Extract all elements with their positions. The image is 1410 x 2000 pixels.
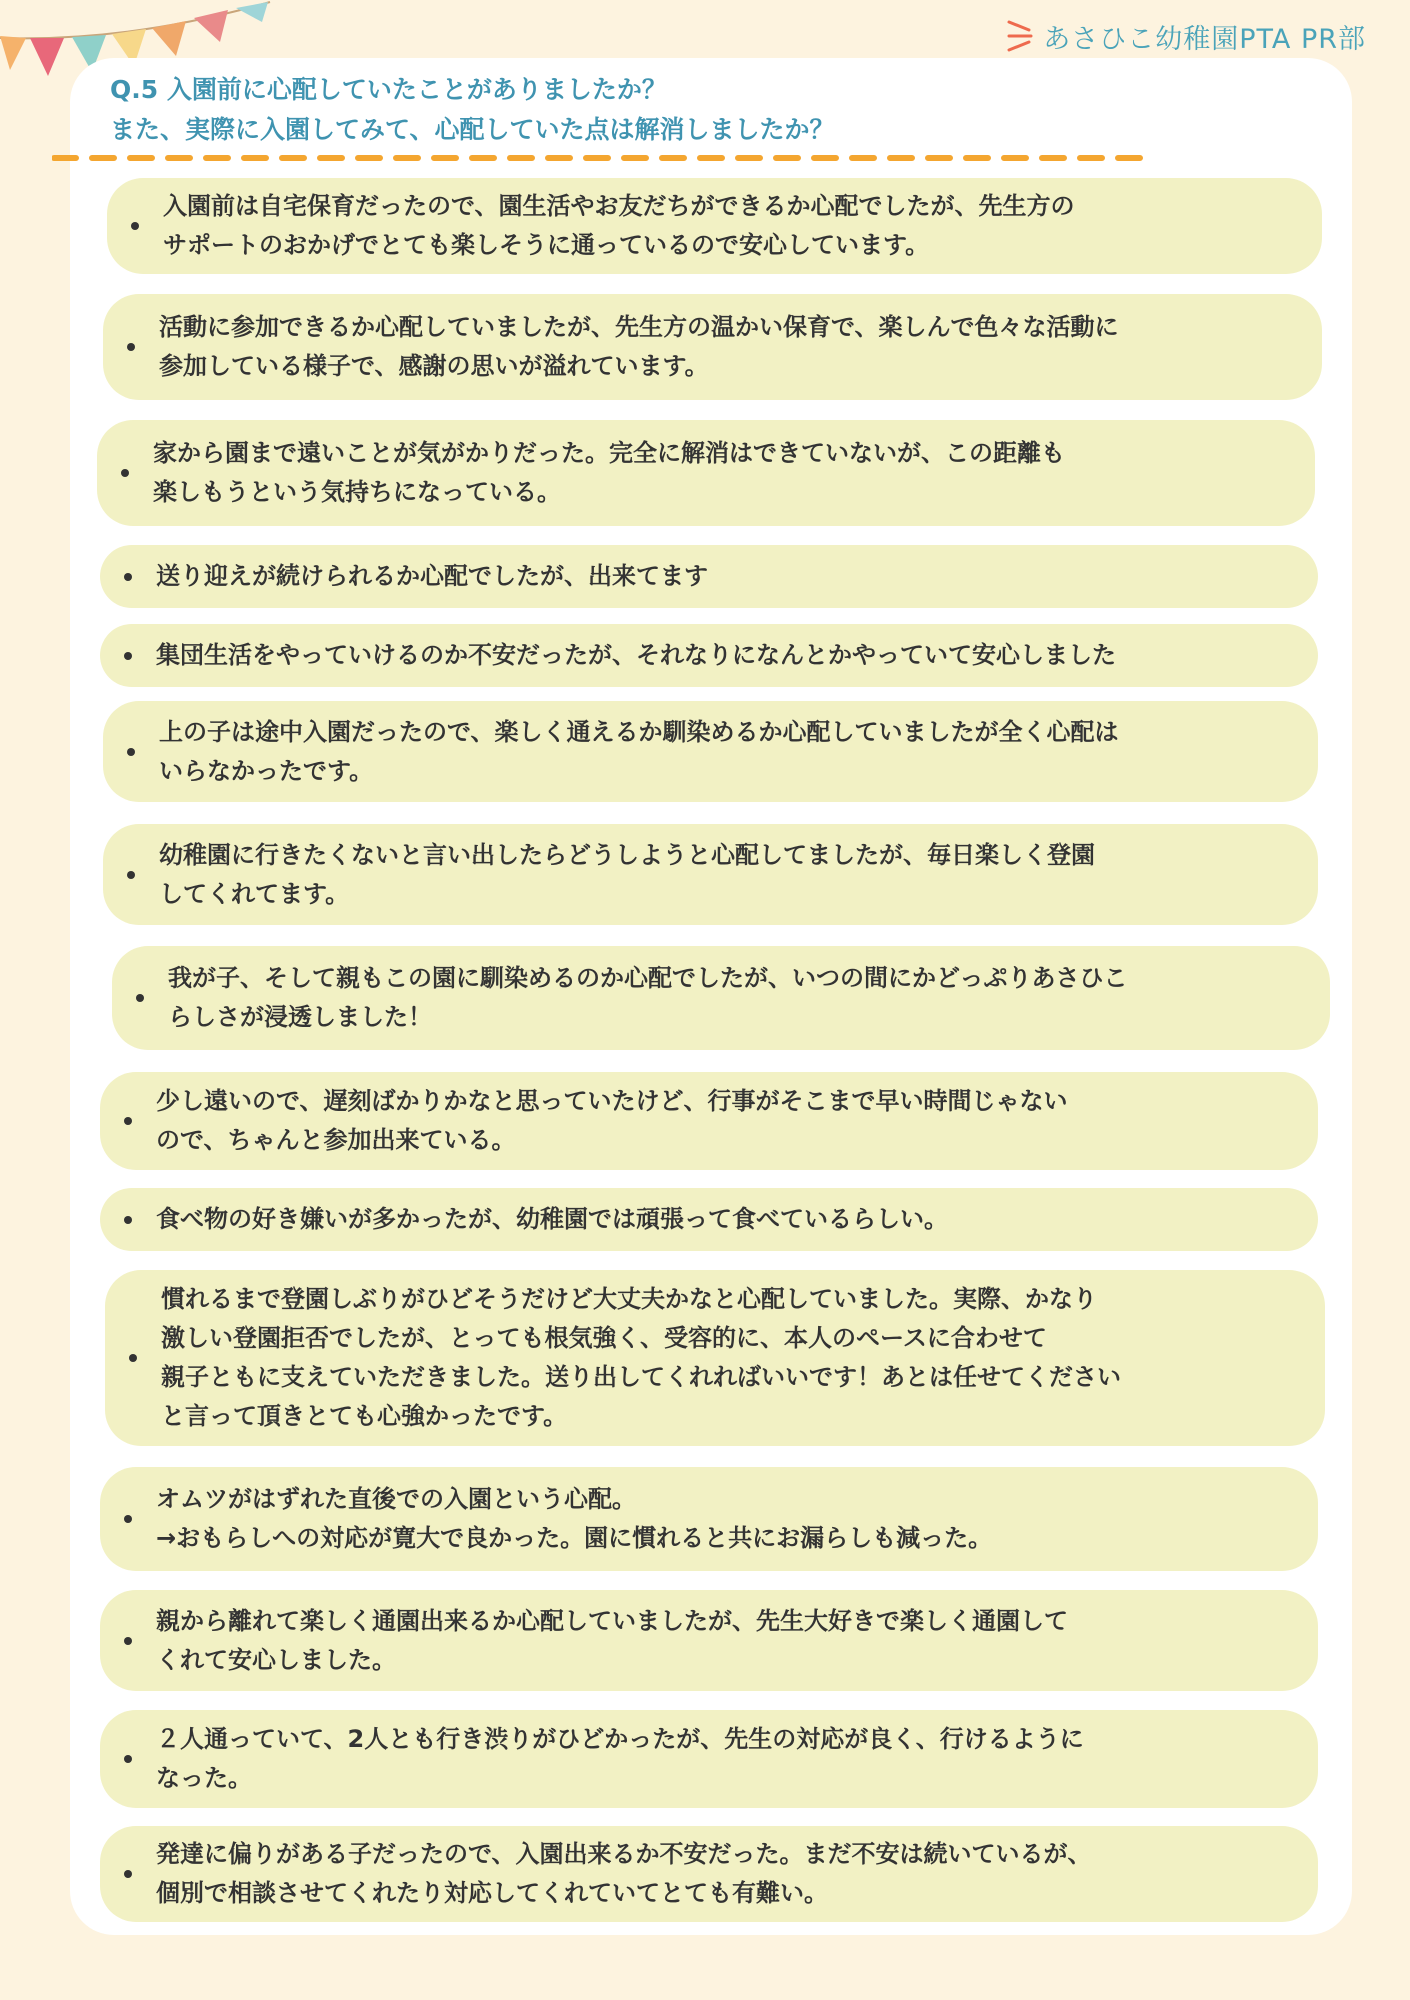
answer-item xyxy=(105,1270,1325,1446)
bullet-icon xyxy=(121,469,129,477)
answer-text: 集団生活をやっていけるのか不安だったが、それなりになんとかやっていて安心しました xyxy=(156,641,1116,669)
answer-text: 食べ物の好き嫌いが多かったが、幼稚園では頑張って食べているらしい。 xyxy=(156,1205,948,1233)
answer-text: 上の子は途中入園だったので、楽しく通えるか馴染めるか心配していましたが全く心配は いらなかったです。 xyxy=(159,717,1119,785)
answer-item xyxy=(103,294,1322,400)
answer-item xyxy=(97,420,1315,526)
answer-item xyxy=(100,1710,1318,1808)
bullet-icon xyxy=(127,343,135,351)
answer-item xyxy=(100,1188,1318,1251)
answer-text: 我が子、そして親もこの園に馴染めるのか心配でしたが、いつの間にかどっぷりあさひこ らしさが浸透しました！ xyxy=(168,964,1128,1031)
answer-item xyxy=(103,824,1318,925)
answer-text: 幼稚園に行きたくないと言い出したらどうしようと心配してましたが、毎日楽しく登園 してくれてます。 xyxy=(159,840,1095,908)
logo-text: あさひこ幼稚園PTA PR部 xyxy=(1043,23,1366,55)
answer-item xyxy=(100,624,1318,687)
answer-text: 家から園まで遠いことが気がかりだった。完全に解消はできていないが、この距離も 楽しもうという気持ちになっている。 xyxy=(153,439,1065,506)
question-line-1: Q.5 入園前に心配していたことがありましたか？ xyxy=(110,75,667,104)
answer-text: 少し遠いので、遅刻ばかりかなと思っていたけど、行事がそこまで早い時間じゃない ので、ちゃんと参加出来ている。 xyxy=(156,1087,1068,1154)
answer-item xyxy=(100,1826,1318,1922)
answer-text: 送り迎えが続けられるか心配でしたが、出来てます xyxy=(156,562,708,590)
bullet-icon xyxy=(124,573,132,581)
bullet-icon xyxy=(127,748,135,756)
bullet-icon xyxy=(124,1755,132,1763)
answer-item xyxy=(100,1590,1318,1691)
answer-item xyxy=(112,946,1330,1050)
bullet-icon xyxy=(124,1117,132,1125)
answer-item xyxy=(103,701,1318,802)
bullet-icon xyxy=(131,222,139,230)
bullet-icon xyxy=(124,1216,132,1224)
bullet-icon xyxy=(129,1354,137,1362)
answer-item xyxy=(107,178,1322,274)
answer-text: 入園前は自宅保育だったので、園生活やお友だちができるか心配でしたが、先生方の サポートのおかげでとても楽しそうに通っているので安心しています。 xyxy=(163,192,1075,259)
answer-text: オムツがはずれた直後での入園という心配。 →おもらしへの対応が寛大で良かった。園に慣れると共にお漏らしも減った。 xyxy=(156,1485,993,1552)
answer-text: 活動に参加できるか心配していましたが、先生方の温かい保育で、楽しんで色々な活動に 参加している様子で、感謝の思いが溢れています。 xyxy=(159,313,1119,380)
bullet-icon xyxy=(127,871,135,879)
question-line-2: また、実際に入園してみて、心配していた点は解消しましたか？ xyxy=(110,115,835,144)
answer-text: 慣れるまで登園しぶりがひどそうだけど大丈夫かなと心配していました。実際、かなり 激しい登園拒否でしたが、とっても根気強く、受容的に、本人のペースに合わせて 親子ともに支えていただきました。送り出してくれればいいです！あとは任せてください と言って頂きとても心強かったです。 xyxy=(161,1285,1121,1430)
bullet-icon xyxy=(124,1515,132,1523)
bullet-icon xyxy=(124,1870,132,1878)
bullet-icon xyxy=(136,994,144,1002)
answer-item xyxy=(100,1467,1318,1571)
answer-text: 発達に偏りがある子だったので、入園出来るか不安だった。まだ不安は続いているが、 個別で相談させてくれたり対応してくれていてとても有難い。 xyxy=(156,1840,1092,1907)
answer-item xyxy=(100,1072,1318,1170)
answer-text: 親から離れて楽しく通園出来るか心配していましたが、先生大好きで楽しく通園して くれて安心しました。 xyxy=(156,1606,1068,1674)
answer-item xyxy=(100,545,1318,608)
bullet-icon xyxy=(124,1637,132,1645)
answer-text: ２人通っていて、2人とも行き渋りがひどかったが、先生の対応が良く、行けるように なった。 xyxy=(156,1725,1084,1792)
bullet-icon xyxy=(124,652,132,660)
